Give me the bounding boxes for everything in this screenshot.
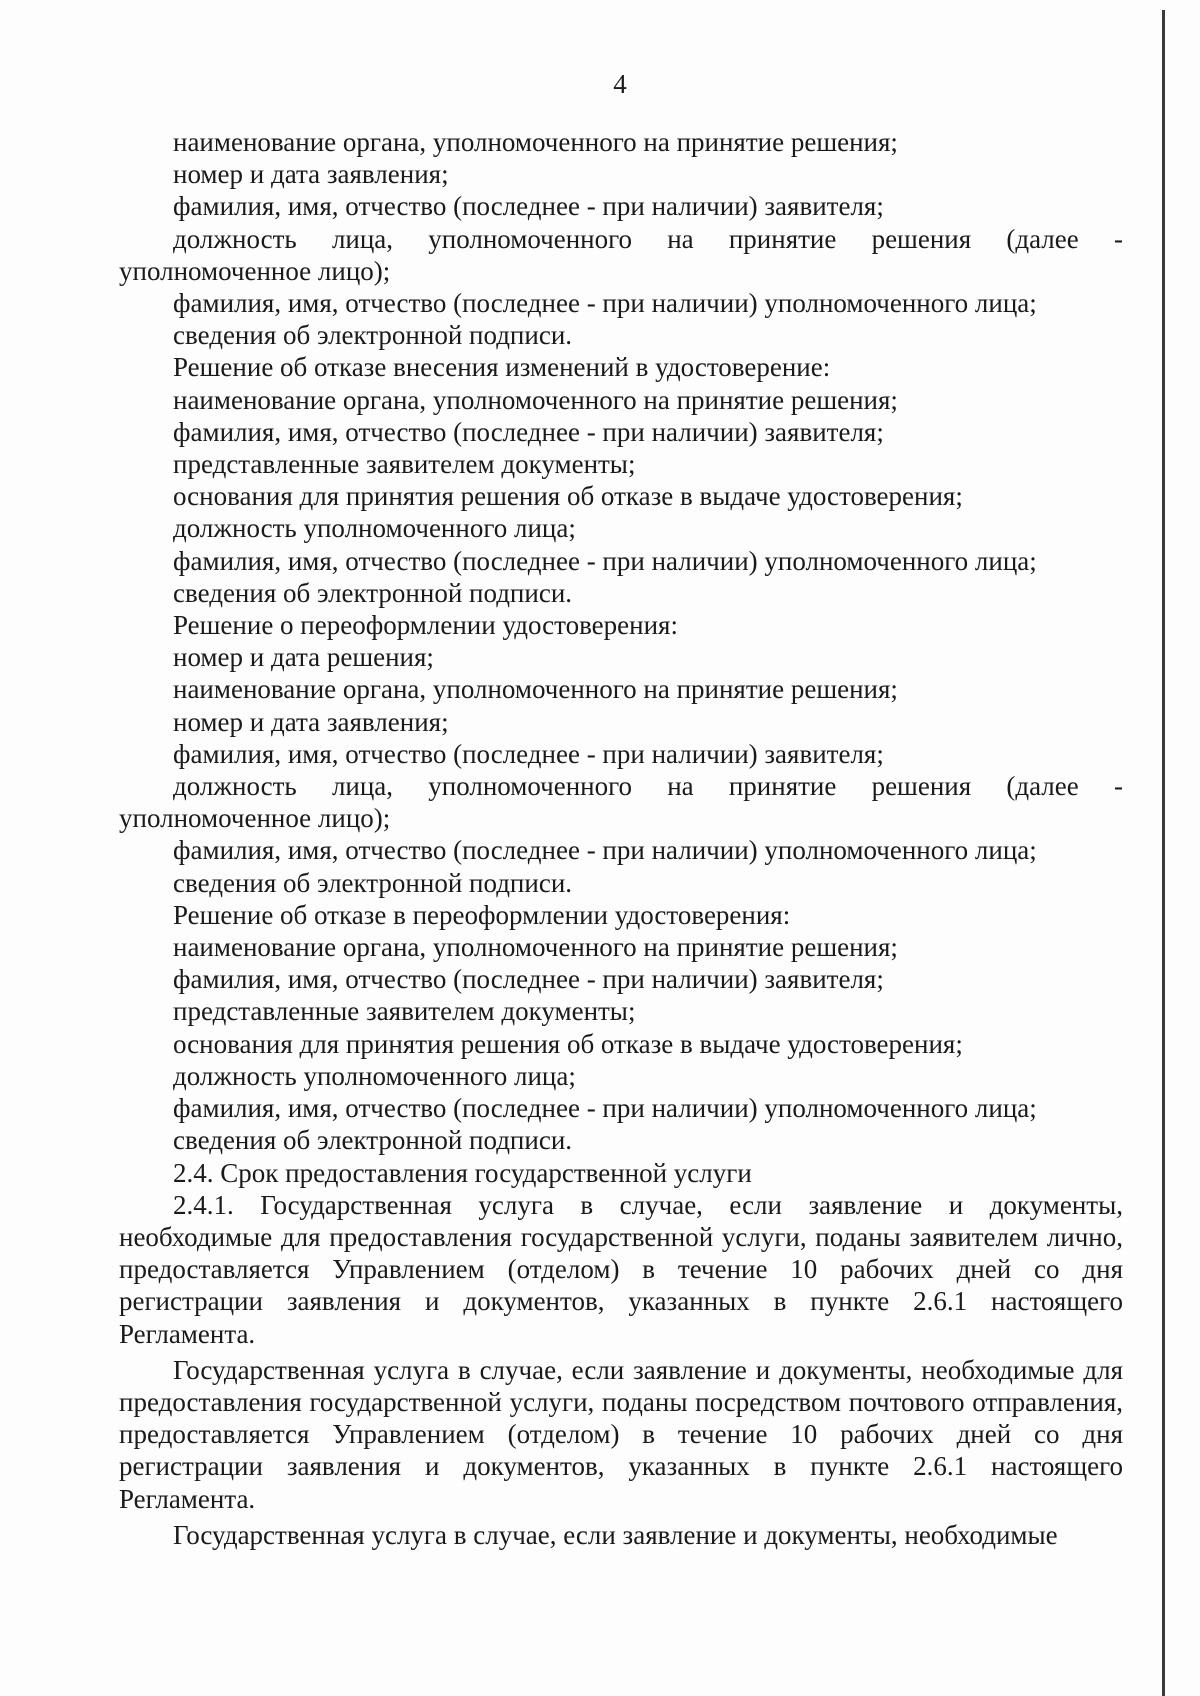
paragraph: Государственная услуга в случае, если заявление и документы, необходимые для предоставления государственной услуги, поданы посредством почтового отправления, предоставляется Управлением (отделом) в течение 10 рабочих дней со дня регистрации заявления и документов, указанных в пункте 2.6.1 настоящего Регламента. xyxy=(119,1354,1123,1514)
word: (далее xyxy=(1006,223,1079,254)
list-item: сведения об электронной подписи. xyxy=(173,577,573,608)
word: должность xyxy=(173,771,297,802)
list-item: фамилия, имя, отчество (последнее - при наличии) заявителя; xyxy=(173,964,884,995)
document-body xyxy=(119,126,1123,1551)
word: решения xyxy=(871,771,972,802)
list-item: наименование органа, уполномоченного на принятие решения; xyxy=(173,932,898,963)
section-heading: 2.4. Срок предоставления государственной услуги xyxy=(173,1157,752,1188)
list-item: основания для принятия решения об отказе в выдаче удостоверения; xyxy=(173,481,963,512)
list-item: наименование органа, уполномоченного на принятие решения; xyxy=(173,127,898,157)
list-item: сведения об электронной подписи. xyxy=(173,320,573,351)
word: на xyxy=(667,771,694,802)
page-number: 4 xyxy=(613,69,627,99)
wrapped-line: уполномоченное лицо); xyxy=(119,255,391,286)
section-heading: Решение об отказе в переоформлении удостоверения: xyxy=(173,899,791,930)
wrapped-line: уполномоченное лицо); xyxy=(119,803,391,834)
word: принятие xyxy=(728,223,837,254)
word: принятие xyxy=(728,771,837,802)
justified-line xyxy=(119,770,1123,802)
word: должность xyxy=(173,223,297,254)
list-item: наименование органа, уполномоченного на принятие решения; xyxy=(173,674,898,705)
section-heading: Решение о переоформлении удостоверения: xyxy=(173,610,678,641)
list-item: представленные заявителем документы; xyxy=(173,996,636,1027)
list-item: сведения об электронной подписи. xyxy=(173,867,573,898)
word: лица, xyxy=(331,771,394,802)
section-heading: Решение об отказе внесения изменений в удостоверение: xyxy=(173,352,831,383)
list-item: сведения об электронной подписи. xyxy=(173,1125,573,1156)
list-item: номер и дата заявления; xyxy=(173,159,449,190)
word: - xyxy=(1113,771,1123,802)
list-item: основания для принятия решения об отказе в выдаче удостоверения; xyxy=(173,1028,963,1059)
list-item: фамилия, имя, отчество (последнее - при наличии) уполномоченного лица; xyxy=(173,288,1037,319)
list-item: фамилия, имя, отчество (последнее - при наличии) уполномоченного лица; xyxy=(173,1093,1037,1124)
word: (далее xyxy=(1006,771,1079,802)
list-item: фамилия, имя, отчество (последнее - при наличии) заявителя; xyxy=(173,416,884,447)
list-item: должность уполномоченного лица; xyxy=(173,513,576,544)
word: решения xyxy=(871,223,972,254)
page-edge-line xyxy=(1162,10,1165,1696)
list-item: номер и дата решения; xyxy=(173,642,434,673)
justified-line xyxy=(119,223,1123,255)
list-item: наименование органа, уполномоченного на принятие решения; xyxy=(173,384,898,415)
word: лица, xyxy=(331,223,394,254)
word: уполномоченного xyxy=(428,223,633,254)
list-item: фамилия, имя, отчество (последнее - при наличии) уполномоченного лица; xyxy=(173,545,1037,576)
paragraph: Государственная услуга в случае, если заявление и документы, необходимые xyxy=(173,1519,1058,1550)
list-item: фамилия, имя, отчество (последнее - при наличии) заявителя; xyxy=(173,191,884,222)
word: - xyxy=(1113,223,1123,254)
list-item: представленные заявителем документы; xyxy=(173,449,636,480)
list-item: фамилия, имя, отчество (последнее - при наличии) заявителя; xyxy=(173,738,884,769)
paragraph: 2.4.1. Государственная услуга в случае, если заявление и документы, необходимые для предоставления государственной услуги, поданы заявителем лично, предоставляется Управлением (отделом) в течение 10 рабочих дней со дня регистрации заявления и документов, указанных в пункте 2.6.1 настоящего Регламента. xyxy=(119,1189,1123,1349)
list-item: фамилия, имя, отчество (последнее - при наличии) уполномоченного лица; xyxy=(173,835,1037,866)
list-item: должность уполномоченного лица; xyxy=(173,1060,576,1091)
word: уполномоченного xyxy=(428,771,633,802)
list-item: номер и дата заявления; xyxy=(173,706,449,737)
word: на xyxy=(667,223,694,254)
